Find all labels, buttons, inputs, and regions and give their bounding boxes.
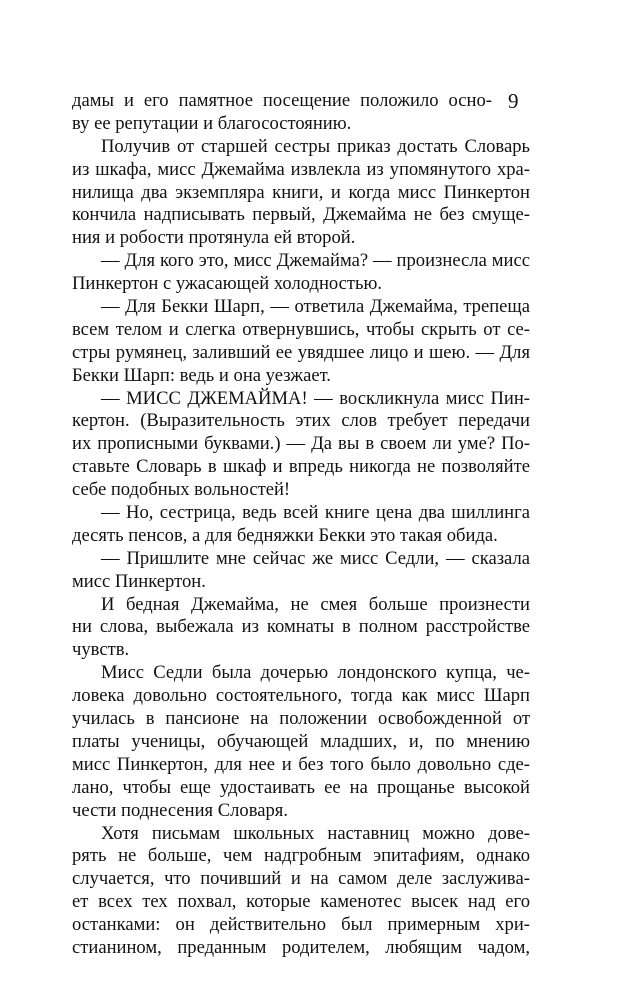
text-line: — МИСС ДЖЕМАЙМА! — воскликнула мисс Пин- <box>101 387 530 409</box>
text-line: лано, чтобы еще удостаивать ее на прощанье высокой <box>72 776 530 798</box>
text-line: всем телом и слегка отвернувшись, чтобы скрыть от се- <box>72 318 530 340</box>
text-line: нилища два экземпляра книги, и когда мисс Пинкертон <box>72 181 530 203</box>
text-line: их прописными буквами.) — Да вы в своем ли уме? По- <box>72 433 530 455</box>
text-line: случается, что почивший и на самом деле заслуживa- <box>72 868 530 890</box>
text-line: — Для Бекки Шарп, — ответила Джемайма, трепеща <box>101 296 530 318</box>
text-line: десять пенсов, а для бедняжки Бекки это такая обида. <box>72 524 498 546</box>
text-line: кончила надписывать первый, Джемайма не без смуще- <box>72 204 530 226</box>
text-line: ву ее репутации и благосостоянию. <box>72 112 352 134</box>
text-line: — Для кого это, мисс Джемайма? — произнесла мисс <box>101 250 530 272</box>
body-text <box>72 90 530 960</box>
text-line: стианином, преданным родителем, любящим чадом, <box>72 936 530 958</box>
text-line: ставьте Словарь в шкаф и впредь никогда не позволяйте <box>72 456 530 478</box>
text-line: ловека довольно состоятельного, тогда как мисс Шарп <box>72 685 530 707</box>
text-line: дамы и его памятное посещение положило осно- <box>72 90 492 111</box>
text-line: ни слова, выбежала из комнаты в полном расстройстве <box>72 616 530 638</box>
text-line: себе подобных вольностей! <box>72 479 291 501</box>
text-line: ет всех тех похвал, которые каменотес высек над его <box>72 891 530 913</box>
text-line: стры румянец, заливший ее увядшее лицо и шею. — Для <box>72 341 530 363</box>
text-line: Хотя письмам школьных наставниц можно дове- <box>101 822 530 844</box>
text-line: Получив от старшей сестры приказ достать Словарь <box>101 135 530 157</box>
page-number: 9 <box>508 89 519 113</box>
text-line: Бекки Шарп: ведь и она уезжает. <box>72 364 331 386</box>
text-line: И бедная Джемайма, не смея больше произнести <box>101 593 530 615</box>
text-line: рять не больше, чем надгробным эпитафиям, однако <box>72 845 530 867</box>
text-line: Мисс Седли была дочерью лондонского купца, че- <box>101 662 530 684</box>
text-line: платы ученицы, обучающей младших, и, по мнению <box>72 730 530 752</box>
text-line: останками: он действительно был примерным хри- <box>72 914 530 936</box>
text-line: Пинкертон с ужасающей холодностью. <box>72 273 383 295</box>
text-line: мисс Пинкертон, для нее и без того было довольно сде- <box>72 753 530 775</box>
text-line: мисс Пинкертон. <box>72 570 206 592</box>
text-line: — Но, сестрица, ведь всей книге цена два шиллинга <box>101 502 530 524</box>
text-line: ния и робости протянула ей второй. <box>72 227 356 249</box>
text-line: кертон. (Выразительность этих слов требует передачи <box>72 410 530 432</box>
text-line: училась в пансионе на положении освобожденной от <box>72 708 530 730</box>
text-line: чести поднесения Словаря. <box>72 799 288 821</box>
text-line: из шкафа, мисс Джемайма извлекла из упомянутого хра- <box>72 158 530 180</box>
text-line: чувств. <box>72 639 130 661</box>
text-line: — Пришлите мне сейчас же мисс Седли, — сказала <box>101 547 530 569</box>
